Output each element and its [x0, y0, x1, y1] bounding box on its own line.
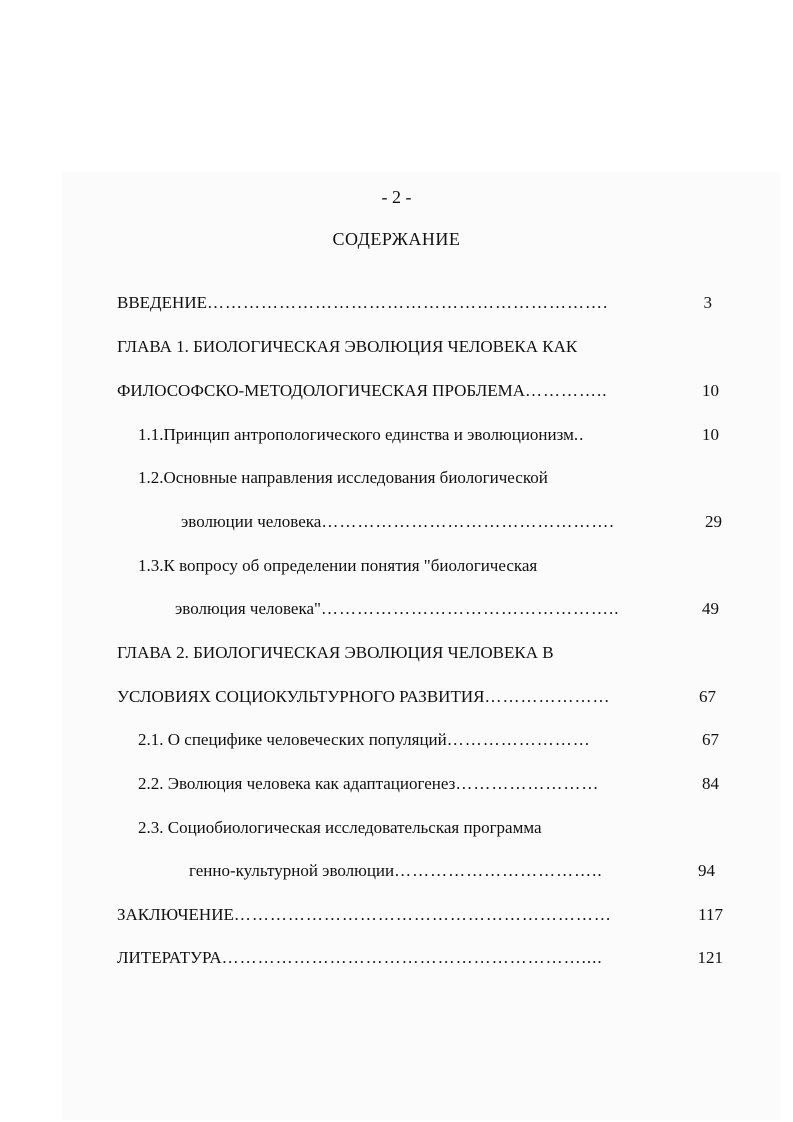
toc-page: 67 [702, 730, 719, 749]
toc-page: 29 [705, 512, 722, 531]
toc-entry: 2.3. Социобиологическая исследовательская программа [138, 818, 542, 837]
toc-title: СОДЕРЖАНИЕ [332, 229, 461, 249]
toc-page: 117 [698, 905, 723, 924]
toc-entry: 1.2.Основные направления исследования биологической [138, 468, 548, 487]
toc-entry: УСЛОВИЯХ СОЦИОКУЛЬТУРНОГО РАЗВИТИЯ………………… [117, 687, 611, 706]
toc-page: 84 [702, 774, 719, 793]
toc-entry: ЗАКЛЮЧЕНИЕ……………………………………………………… [117, 905, 612, 924]
toc-page: 94 [698, 861, 715, 880]
toc-entry: 1.1.Принцип антропологического единства и эволюционизм.. [138, 425, 585, 444]
toc-entry: 1.3.К вопросу об определении понятия "биологическая [138, 556, 538, 575]
toc-entry: ГЛАВА 1. БИОЛОГИЧЕСКАЯ ЭВОЛЮЦИЯ ЧЕЛОВЕКА КАК [117, 337, 578, 356]
toc-entry: 2.2. Эволюция человека как адаптациогенез…………………… [138, 774, 600, 793]
toc-entry: эволюция человека"………………………………………….. [175, 599, 620, 618]
toc-page: 3 [703, 293, 712, 312]
toc-entry: ГЛАВА 2. БИОЛОГИЧЕСКАЯ ЭВОЛЮЦИЯ ЧЕЛОВЕКА В [117, 643, 554, 662]
toc-entry: эволюции человека…………………………………………. [181, 512, 615, 531]
toc-page: 121 [697, 948, 723, 967]
toc-page: 10 [702, 381, 719, 400]
toc-page: 67 [699, 687, 716, 706]
page-number: - 2 - [381, 187, 412, 207]
toc-page: 10 [702, 425, 719, 444]
toc-entry: ФИЛОСОФСКО-МЕТОДОЛОГИЧЕСКАЯ ПРОБЛЕМА………….. [117, 381, 608, 400]
toc-entry: ЛИТЕРАТУРА…………………………………………………….... [117, 948, 603, 967]
toc-entry: генно-культурной эволюции…………………………….. [189, 861, 603, 880]
toc-entry: ВВЕДЕНИЕ…………………………………………………………. [117, 293, 609, 312]
toc-page: 49 [702, 599, 719, 618]
toc-entry: 2.1. О специфике человеческих популяций…………………… [138, 730, 591, 749]
